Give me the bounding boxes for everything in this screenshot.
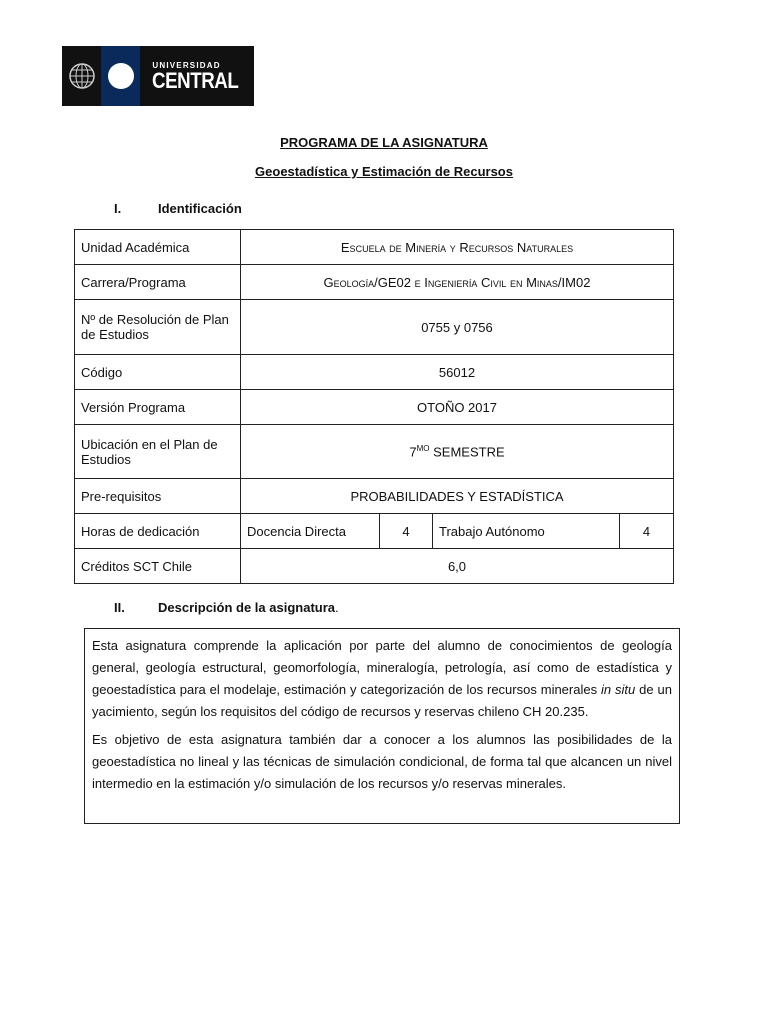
description-box: [84, 628, 680, 824]
identification-table: [74, 229, 674, 584]
section-title: Descripción de la asignatura: [158, 600, 336, 615]
ubicacion-sup: MO: [416, 443, 430, 453]
carrera-value: Geología/GE02 e Ingeniería Civil en Minas/IM02: [241, 265, 674, 300]
unidad-value: Escuela de Minería y Recursos Naturales: [241, 230, 674, 265]
description-italic: in situ: [601, 682, 636, 697]
table-row: [75, 390, 674, 425]
version-value: OTOÑO 2017: [241, 390, 674, 425]
university-logo: [62, 46, 254, 106]
version-label: Versión Programa: [75, 390, 241, 425]
logo-line2: CENTRAL: [152, 67, 239, 93]
description-text: Esta asignatura comprende la aplicación por parte del alumno de conocimientos de geología general, geología estructural, geomorfología, mineralogía, petrología, así como de estadística y geoestadística para el modelaje, estimación y categorización de los recursos minerales: [92, 638, 672, 697]
description-text: de un yacimiento, según los requisitos del código de recursos y reservas chileno CH 20.235.: [92, 682, 672, 719]
section-period: .: [335, 600, 339, 615]
table-row: [75, 425, 674, 479]
logo-text: [140, 46, 254, 106]
horas-label: Horas de dedicación: [75, 514, 241, 549]
table-row: [75, 355, 674, 390]
carrera-label: Carrera/Programa: [75, 265, 241, 300]
table-row: [75, 514, 674, 549]
description-paragraph-1: [92, 635, 672, 723]
resolucion-value: 0755 y 0756: [241, 300, 674, 355]
creditos-label: Créditos SCT Chile: [75, 549, 241, 584]
section-number: II.: [114, 600, 125, 615]
prereq-label: Pre-requisitos: [75, 479, 241, 514]
codigo-label: Código: [75, 355, 241, 390]
table-row: [75, 230, 674, 265]
codigo-value: 56012: [241, 355, 674, 390]
resolucion-label: Nº de Resolución de Plan de Estudios: [75, 300, 241, 355]
docencia-label: Docencia Directa: [241, 514, 380, 549]
ubicacion-num: 7: [409, 444, 417, 460]
section-number: I.: [114, 201, 122, 216]
table-row: [75, 265, 674, 300]
section-identificacion-heading: [114, 201, 242, 216]
table-row: [75, 479, 674, 514]
creditos-value: 6,0: [241, 549, 674, 584]
table-row: [75, 549, 674, 584]
docencia-value: 4: [380, 514, 433, 549]
course-title: Geoestadística y Estimación de Recursos: [255, 164, 513, 179]
logo-line1: UNIVERSIDAD: [152, 60, 221, 70]
ubicacion-rest: SEMESTRE: [429, 444, 505, 460]
unidad-label: Unidad Académica: [75, 230, 241, 265]
section-title: Identificación: [158, 201, 242, 216]
autonomo-value: 4: [620, 514, 674, 549]
autonomo-label: Trabajo Autónomo: [433, 514, 620, 549]
description-paragraph-2: Es objetivo de esta asignatura también dar a conocer a los alumnos las posibilidades de la geoestadística no lineal y las técnicas de simulación condicional, de forma tal que alcancen un nivel intermedio en la estimación y/o simulación de los recursos y/o reservas minerales.: [92, 732, 672, 791]
section-descripcion-heading: [114, 600, 339, 615]
document-title: PROGRAMA DE LA ASIGNATURA: [280, 135, 488, 150]
ubicacion-label: Ubicación en el Plan de Estudios: [75, 425, 241, 479]
prereq-value: PROBABILIDADES Y ESTADÍSTICA: [241, 479, 674, 514]
globe-emblem-icon: [62, 46, 101, 106]
table-row: [75, 300, 674, 355]
logo-circle-icon: [101, 46, 140, 106]
ubicacion-value: [241, 425, 674, 479]
